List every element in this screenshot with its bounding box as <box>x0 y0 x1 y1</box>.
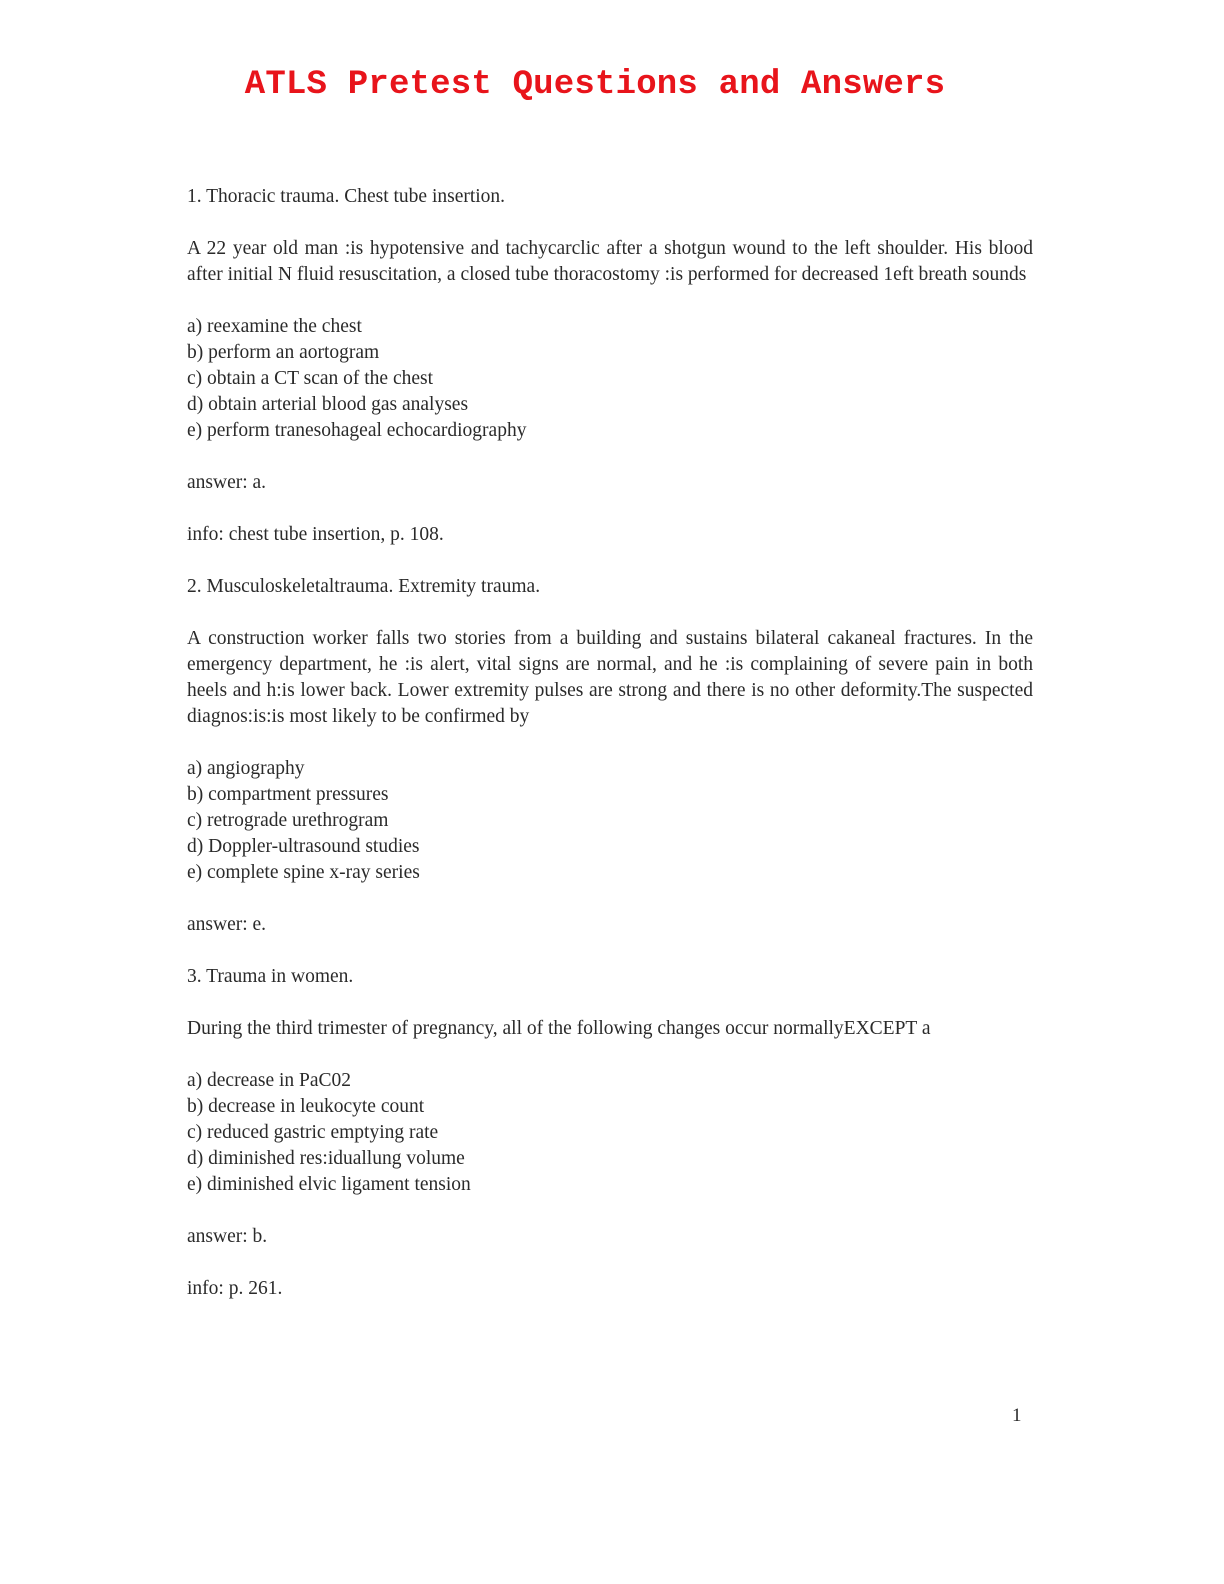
option-item: d) Doppler-ultrasound studies <box>187 836 420 857</box>
question-1-heading: 1. Thoracic trauma. Chest tube insertion. <box>187 186 506 207</box>
question-1-answer: answer: a. <box>187 472 267 493</box>
question-1-info: info: chest tube insertion, p. 108. <box>187 524 444 545</box>
document-body <box>187 184 1033 1302</box>
option-item: a) decrease in PaC02 <box>187 1070 352 1091</box>
option-item: e) diminished elvic ligament tension <box>187 1174 471 1195</box>
question-2-options <box>187 756 1033 886</box>
question-1-stem: A 22 year old man :is hypotensive and tachycarclic after a shotgun wound to the left shoulder. His blood after initial N fluid resuscitation, a closed tube thoracostomy :is performed for decreased 1eft breath sounds <box>187 238 1033 285</box>
page-title: ATLS Pretest Questions and Answers <box>244 66 946 104</box>
question-3-options <box>187 1068 1033 1198</box>
question-2-answer: answer: e. <box>187 914 267 935</box>
question-3-answer: answer: b. <box>187 1226 268 1247</box>
option-item: b) perform an aortogram <box>187 342 380 363</box>
option-item: c) obtain a CT scan of the chest <box>187 368 434 389</box>
question-3-stem: During the third trimester of pregnancy, all of the following changes occur normallyEXCEPT a <box>187 1018 931 1039</box>
option-item: d) obtain arterial blood gas analyses <box>187 394 469 415</box>
question-1-options <box>187 314 1033 444</box>
option-item: e) complete spine x-ray series <box>187 862 420 883</box>
option-item: a) reexamine the chest <box>187 316 362 337</box>
question-3-info: info: p. 261. <box>187 1278 283 1299</box>
option-item: a) angiography <box>187 758 305 779</box>
option-item: b) decrease in leukocyte count <box>187 1096 425 1117</box>
option-item: e) perform tranesohageal echocardiography <box>187 420 527 441</box>
option-item: b) compartment pressures <box>187 784 389 805</box>
question-2-heading: 2. Musculoskeletaltrauma. Extremity trauma. <box>187 576 541 597</box>
option-item: d) diminished res:iduallung volume <box>187 1148 465 1169</box>
option-item: c) reduced gastric emptying rate <box>187 1122 439 1143</box>
question-3-heading: 3. Trauma in women. <box>187 966 354 987</box>
option-item: c) retrograde urethrogram <box>187 810 389 831</box>
page-number: 1 <box>1012 1405 1022 1426</box>
question-2-stem: A construction worker falls two stories from a building and sustains bilateral cakaneal fractures. In the emergency department, he :is alert, vital signs are normal, and he :is complaining of severe pain in both heels and h:is lower back. Lower extremity pulses are strong and there is no other deformity.The suspected diagnos:is:is most likely to be confirmed by <box>187 628 1033 727</box>
